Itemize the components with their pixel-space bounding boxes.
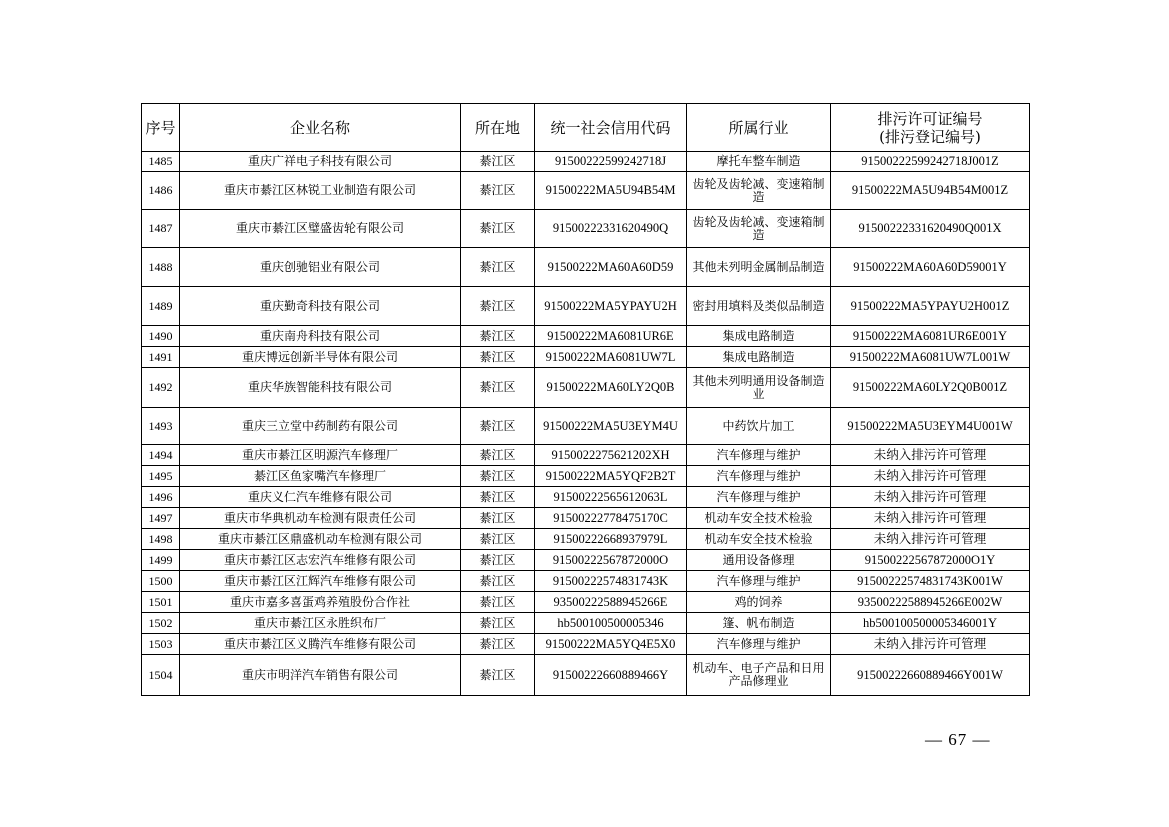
table-cell: 綦江区 [461, 408, 535, 445]
table-row [142, 571, 1030, 592]
table-cell: 1500 [142, 571, 180, 592]
table-cell: 91500222660889466Y [535, 655, 687, 696]
table-cell: 綦江区 [461, 210, 535, 248]
table-row [142, 487, 1030, 508]
table-cell: 重庆市綦江区林锐工业制造有限公司 [180, 172, 461, 210]
header-row [142, 104, 1030, 152]
table-cell: 密封用填料及类似品制造 [687, 287, 831, 326]
table-cell: 重庆市嘉多喜蛋鸡养殖股份合作社 [180, 592, 461, 613]
table-row [142, 210, 1030, 248]
table-cell: 綦江区 [461, 529, 535, 550]
table-cell: 重庆广祥电子科技有限公司 [180, 152, 461, 172]
table-cell: 未纳入排污许可管理 [831, 529, 1030, 550]
table-cell: 91500222MA6081UW7L [535, 347, 687, 368]
table-row [142, 466, 1030, 487]
table-cell: 綦江区 [461, 487, 535, 508]
table-cell: 1495 [142, 466, 180, 487]
table-row [142, 592, 1030, 613]
table-row [142, 613, 1030, 634]
table-cell: 綦江区 [461, 466, 535, 487]
table-cell: 1488 [142, 248, 180, 287]
table-cell: 1489 [142, 287, 180, 326]
table-cell: 綦江区鱼家嘴汽车修理厂 [180, 466, 461, 487]
table-cell: 重庆勤奇科技有限公司 [180, 287, 461, 326]
table-cell: 綦江区 [461, 508, 535, 529]
table-cell: 綦江区 [461, 152, 535, 172]
table-cell: 綦江区 [461, 445, 535, 466]
table-row [142, 508, 1030, 529]
table-cell: 重庆市华典机动车检测有限责任公司 [180, 508, 461, 529]
table-cell: 1493 [142, 408, 180, 445]
table-cell: 1491 [142, 347, 180, 368]
table-cell: 91500222567872000O [535, 550, 687, 571]
table-cell: 91500222599242718J [535, 152, 687, 172]
table-cell: 重庆市綦江区鼎盛机动车检测有限公司 [180, 529, 461, 550]
table-row [142, 408, 1030, 445]
table-row [142, 529, 1030, 550]
table-cell: 1503 [142, 634, 180, 655]
table-row [142, 550, 1030, 571]
table-cell: 机动车安全技术检验 [687, 508, 831, 529]
table-cell: 其他未列明金属制品制造 [687, 248, 831, 287]
table-cell: 未纳入排污许可管理 [831, 445, 1030, 466]
table-cell: 重庆市明洋汽车销售有限公司 [180, 655, 461, 696]
table-cell: 1502 [142, 613, 180, 634]
table-cell: 齿轮及齿轮减、变速箱制造 [687, 210, 831, 248]
table-row [142, 655, 1030, 696]
table-cell: 綦江区 [461, 550, 535, 571]
page-number: — 67 — [925, 730, 991, 749]
table-cell: 91500222599242718J001Z [831, 152, 1030, 172]
enterprise-table [141, 103, 1030, 696]
table-cell: 91500222574831743K [535, 571, 687, 592]
table-cell: 91500222MA5YQF2B2T [535, 466, 687, 487]
table-cell: 91500222MA6081UR6E [535, 326, 687, 347]
table-row [142, 347, 1030, 368]
header-cell: 统一社会信用代码 [535, 104, 687, 152]
table-cell: 91500222331620490Q [535, 210, 687, 248]
table-row [142, 445, 1030, 466]
table-cell: 91500222MA5YPAYU2H [535, 287, 687, 326]
table-cell: 重庆华族智能科技有限公司 [180, 368, 461, 408]
table-row [142, 287, 1030, 326]
table-cell: hb500100500005346001Y [831, 613, 1030, 634]
table-row [142, 172, 1030, 210]
table-cell: 91500222668937979L [535, 529, 687, 550]
table-cell: 摩托车整车制造 [687, 152, 831, 172]
table-cell: 机动车、电子产品和日用产品修理业 [687, 655, 831, 696]
table-cell: 重庆市綦江区永胜织布厂 [180, 613, 461, 634]
table-cell: 91500222MA6081UR6E001Y [831, 326, 1030, 347]
table-cell: 綦江区 [461, 172, 535, 210]
table-cell: 汽车修理与维护 [687, 445, 831, 466]
table-cell: 集成电路制造 [687, 347, 831, 368]
table-cell: 91500222MA5U3EYM4U001W [831, 408, 1030, 445]
table-cell: 1499 [142, 550, 180, 571]
table-cell: 1504 [142, 655, 180, 696]
table-cell: 91500222MA60LY2Q0B [535, 368, 687, 408]
table-cell: 篷、帆布制造 [687, 613, 831, 634]
table-cell: 重庆市綦江区江辉汽车维修有限公司 [180, 571, 461, 592]
table-cell: 91500222MA60A60D59 [535, 248, 687, 287]
table-row [142, 634, 1030, 655]
table-cell: 重庆市綦江区义腾汽车维修有限公司 [180, 634, 461, 655]
table-cell: 綦江区 [461, 613, 535, 634]
table-cell: 綦江区 [461, 655, 535, 696]
table-cell: 93500222588945266E [535, 592, 687, 613]
table-cell: 未纳入排污许可管理 [831, 634, 1030, 655]
header-cell: 所属行业 [687, 104, 831, 152]
table-cell: 綦江区 [461, 571, 535, 592]
table-cell: 綦江区 [461, 368, 535, 408]
table-cell: 鸡的饲养 [687, 592, 831, 613]
table-cell: 91500222MA5YPAYU2H001Z [831, 287, 1030, 326]
table-cell: 91500222MA5U94B54M [535, 172, 687, 210]
table-cell: 綦江区 [461, 287, 535, 326]
header-cell: 企业名称 [180, 104, 461, 152]
table-cell: 綦江区 [461, 326, 535, 347]
table-cell: 91500222MA60LY2Q0B001Z [831, 368, 1030, 408]
table-cell: 1497 [142, 508, 180, 529]
table-cell: 93500222588945266E002W [831, 592, 1030, 613]
table-cell: 重庆市綦江区志宏汽车维修有限公司 [180, 550, 461, 571]
table-cell: 91500222574831743K001W [831, 571, 1030, 592]
table-cell: 綦江区 [461, 248, 535, 287]
table-cell: 91500222MA60A60D59001Y [831, 248, 1030, 287]
table-row [142, 152, 1030, 172]
table-cell: 1496 [142, 487, 180, 508]
table-cell: 未纳入排污许可管理 [831, 466, 1030, 487]
table-cell: 齿轮及齿轮减、变速箱制造 [687, 172, 831, 210]
table-cell: 91500222331620490Q001X [831, 210, 1030, 248]
table-cell: 重庆义仁汽车维修有限公司 [180, 487, 461, 508]
table-row [142, 248, 1030, 287]
table-cell: 中药饮片加工 [687, 408, 831, 445]
table-cell: 重庆博远创新半导体有限公司 [180, 347, 461, 368]
table-cell: 集成电路制造 [687, 326, 831, 347]
table-cell: 綦江区 [461, 592, 535, 613]
header-cell: 排污许可证编号 (排污登记编号) [831, 104, 1030, 152]
table-cell: 重庆南舟科技有限公司 [180, 326, 461, 347]
table-cell: 綦江区 [461, 634, 535, 655]
table-cell: 重庆三立堂中药制药有限公司 [180, 408, 461, 445]
table-cell: 汽车修理与维护 [687, 487, 831, 508]
header-cell: 序号 [142, 104, 180, 152]
table-cell: 1492 [142, 368, 180, 408]
table-cell: 1486 [142, 172, 180, 210]
table-cell: 1501 [142, 592, 180, 613]
table-row [142, 326, 1030, 347]
header-cell: 所在地 [461, 104, 535, 152]
table-cell: 未纳入排污许可管理 [831, 508, 1030, 529]
table-cell: 91500222565612063L [535, 487, 687, 508]
table-cell: 91500222567872000O1Y [831, 550, 1030, 571]
table-cell: 91500222MA5YQ4E5X0 [535, 634, 687, 655]
table-row [142, 368, 1030, 408]
table-cell: 91500222MA5U3EYM4U [535, 408, 687, 445]
table-cell: 91500222778475170C [535, 508, 687, 529]
table-cell: 其他未列明通用设备制造业 [687, 368, 831, 408]
table-cell: 机动车安全技术检验 [687, 529, 831, 550]
table-cell: 重庆市綦江区明源汽车修理厂 [180, 445, 461, 466]
table-cell: 1498 [142, 529, 180, 550]
table-body [142, 152, 1030, 696]
table-cell: 91500222MA5U94B54M001Z [831, 172, 1030, 210]
table-cell: 重庆市綦江区璧盛齿轮有限公司 [180, 210, 461, 248]
table-cell: 汽车修理与维护 [687, 571, 831, 592]
table-cell: 1494 [142, 445, 180, 466]
table-cell: 未纳入排污许可管理 [831, 487, 1030, 508]
table-cell: 91500222MA6081UW7L001W [831, 347, 1030, 368]
table-cell: 重庆创驰铝业有限公司 [180, 248, 461, 287]
table-cell: 通用设备修理 [687, 550, 831, 571]
table-cell: 綦江区 [461, 347, 535, 368]
table-cell: 1490 [142, 326, 180, 347]
table-cell: 汽车修理与维护 [687, 634, 831, 655]
table-cell: hb500100500005346 [535, 613, 687, 634]
table-cell: 9150022275621202XH [535, 445, 687, 466]
table-cell: 1485 [142, 152, 180, 172]
table-cell: 91500222660889466Y001W [831, 655, 1030, 696]
table-cell: 1487 [142, 210, 180, 248]
table-cell: 汽车修理与维护 [687, 466, 831, 487]
